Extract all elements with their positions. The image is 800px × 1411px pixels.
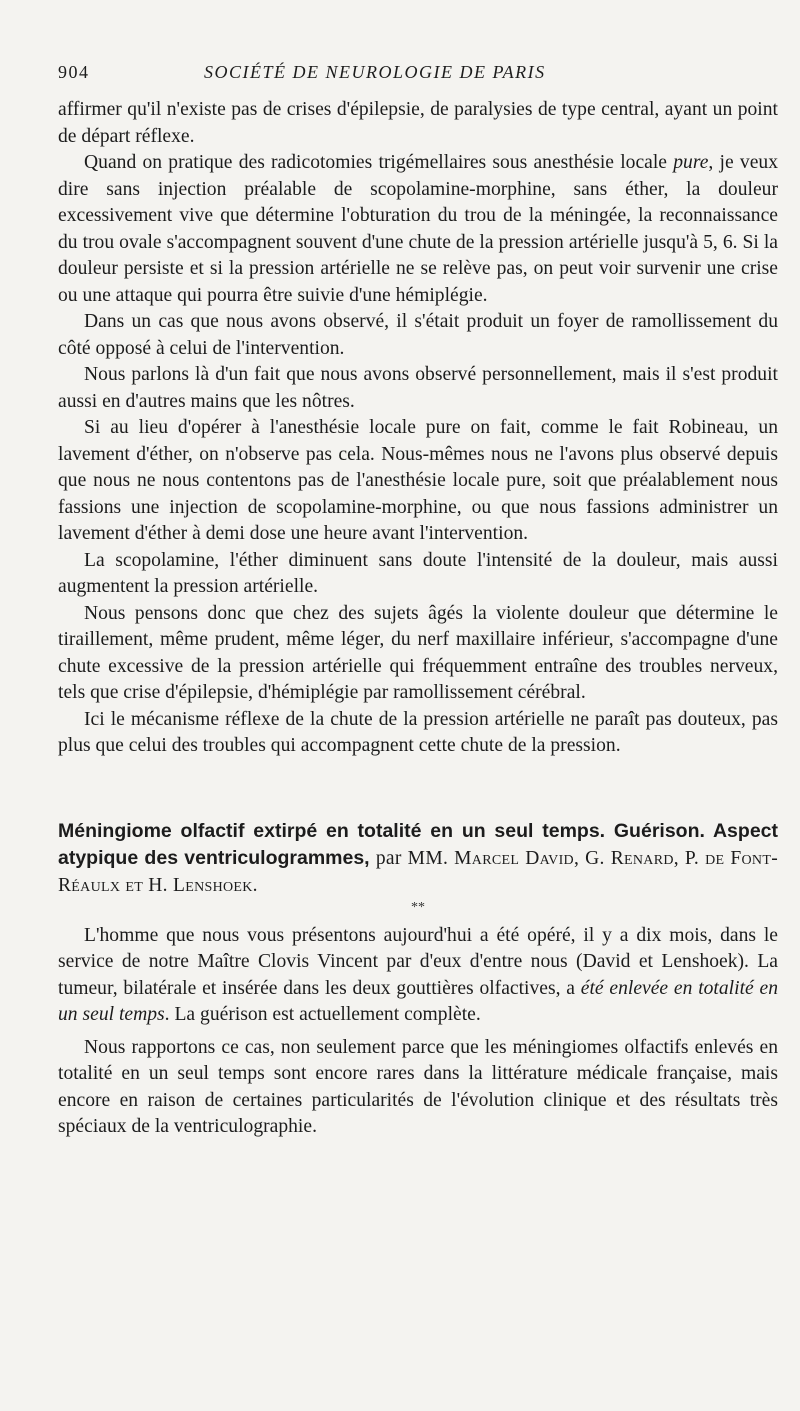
paragraph-radicotomies <box>58 150 778 309</box>
paragraph-observation: Nous parlons là d'un fait que nous avons observé personnellement, mais il s'est produit aussi en d'autres mains que les nôtres. <box>58 364 778 412</box>
paragraph-case-presentation <box>58 923 778 1029</box>
section-authors: Marcel David, G. Renard, P. de Font-Réaulx et H. Lenshoek. <box>58 847 778 896</box>
text-run: L'homme que nous vous présentons aujourd'hui a été opéré, il y a dix mois, dans le service de notre Maître Clovis Vincent par d'eux d'entre nous (David et Lenshoek). La tumeur, bilatérale et insérée dans les deux gouttières olfactives, a <box>58 924 778 999</box>
running-head: SOCIÉTÉ DE NEUROLOGIE DE PARIS <box>204 62 546 82</box>
paragraph-case-rationale: Nous rapportons ce cas, non seulement parce que les méningiomes olfactifs enlevés en totalité en un seul temps sont encore rares dans la littérature médicale française, mais encore en raison de certaines particularités de l'évolution clinique et des résultats très spéciaux de la ventriculographie. <box>58 1036 778 1137</box>
paragraph-conclusion: Nous pensons donc que chez des sujets âgés la violente douleur que détermine le tiraillement, même prudent, même léger, du nerf maxillaire inférieur, s'accompagne d'une chute excessive de la pression artérielle qui fréquemment entraîne des troubles nerveux, tels que crise d'épilepsie, d'hémiplégie par ramollissement cérébral. <box>58 602 778 703</box>
italic-text: été enlevée en totalité en un seul temps <box>58 977 778 1025</box>
paragraph-scopolamine: La scopolamine, l'éther diminuent sans doute l'intensité de la douleur, mais aussi augmentent la pression artérielle. <box>58 549 778 597</box>
page-number: 904 <box>58 62 90 82</box>
byline-prefix: par MM. <box>375 847 449 869</box>
ornament: ** <box>411 899 425 915</box>
text-run: , je veux dire sans injection préalable de scopolamine-morphine, sans éther, la douleur excessivement vive que détermine l'obturation du trou de la méningée, la reconnaissance du trou ovale s'accompagnent souvent d'une chute de la pression artérielle jusqu'à 5, 6. Si la douleur persiste et si la pression artérielle ne se relève pas, on peut voir survenir une crise ou une attaque qui pourra être suivie d'une hémiplégie. <box>58 152 778 306</box>
paragraph-robineau: Si au lieu d'opérer à l'anesthésie locale pure on fait, comme le fait Robineau, un lavement d'éther, on n'observe pas cela. Nous-mêmes nous ne l'avons plus observé depuis que nous ne nous contentons pas de l'anesthésie locale pure, soit que préalablement nous fassions une injection de scopolamine-morphine, ou que nous fassions administrer un lavement d'éther à demi dose une heure avant l'intervention. <box>58 417 778 544</box>
section-title-text: Méningiome olfactif extirpé en totalité en un seul temps. Guérison. Aspect atypique des ventriculogrammes, <box>58 819 778 869</box>
text-run: Quand on pratique des radicotomies trigémellaires sous anesthésie locale <box>84 152 674 173</box>
paragraph-ramollissement: Dans un cas que nous avons observé, il s'était produit un foyer de ramollissement du côté opposé à celui de l'intervention. <box>58 311 778 359</box>
section-title <box>58 818 778 899</box>
paragraph-mecanisme: Ici le mécanisme réflexe de la chute de la pression artérielle ne paraît pas douteux, pas plus que celui des troubles qui accompagnent cette chute de la pression. <box>58 708 778 756</box>
page-header <box>58 62 778 83</box>
text-run: . La guérison est actuellement complète. <box>164 1004 481 1025</box>
paragraph-continued: affirmer qu'il n'existe pas de crises d'épilepsie, de paralysies de type central, ayant un point de départ réflexe. <box>58 99 778 147</box>
italic-text: pure <box>673 152 709 173</box>
